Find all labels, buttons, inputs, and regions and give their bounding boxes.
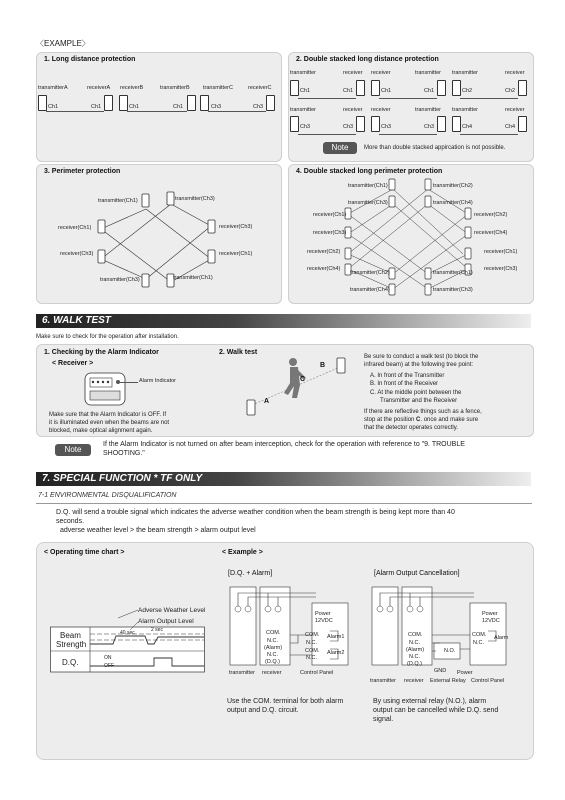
- panel-4-title: 4. Double stacked long perimeter protection: [296, 168, 443, 175]
- p1-channel: Ch3: [253, 104, 264, 110]
- pos-a: A: [264, 398, 270, 405]
- p2-label: receiver: [505, 70, 525, 76]
- off-label: OFF: [104, 663, 114, 669]
- p4-label: transmitter(Ch1): [433, 270, 473, 276]
- receiver-label: receiver: [262, 670, 282, 676]
- p1-channel: Ch1: [173, 104, 184, 110]
- power-label-2: Power: [482, 611, 498, 617]
- cp-alarm1-label: Alarm1: [327, 634, 345, 640]
- p1-label: transmitterA: [38, 85, 68, 91]
- cp-alarm2-label: Alarm2: [327, 650, 345, 656]
- p2-label: transmitter: [452, 107, 478, 113]
- cp-com1-label: COM.: [305, 632, 320, 638]
- device-icon: [518, 116, 527, 132]
- p4-label: transmitter(Ch2): [350, 270, 390, 276]
- alarm-output-level-label: Alarm Output Level: [138, 618, 194, 625]
- rcv-nc-label: N.C.: [267, 638, 278, 644]
- p3-label: receiver(Ch3): [60, 251, 94, 257]
- p2-channel: Ch1: [343, 88, 354, 94]
- walk-intro: Make sure to check for the operation after installation.: [36, 334, 179, 340]
- p3-label: transmitter(Ch1): [173, 275, 213, 281]
- power-label: Power: [315, 611, 331, 617]
- device-icon: [38, 95, 47, 111]
- p2-label: receiver: [343, 70, 363, 76]
- gnd-label: GND: [434, 668, 447, 674]
- p1-label: receiverC: [248, 85, 272, 91]
- rcv2-com-label: COM.: [408, 632, 423, 638]
- p2-channel: Ch3: [381, 124, 392, 130]
- p3-label: transmitter(Ch3): [100, 277, 140, 283]
- device-icon: [356, 80, 365, 96]
- point-b: B. In front of the Receiver: [370, 381, 439, 387]
- transmitter-label-2: transmitter: [370, 678, 396, 684]
- p4-label: receiver(Ch4): [474, 230, 508, 236]
- cp-nc2-label: N.C.: [306, 655, 317, 661]
- device-icon: [452, 80, 461, 96]
- walk-right-5: that the detector operates correctly.: [364, 425, 458, 431]
- indicator-leader: [120, 382, 138, 383]
- dq-alarm-wiring: [226, 585, 366, 677]
- v12-label: 12VDC: [315, 618, 333, 624]
- p1-label: receiverB: [120, 85, 144, 91]
- walk-test-illustration: [240, 350, 360, 430]
- beam-line: [460, 134, 518, 135]
- dq-alarm-title: [D.Q. + Alarm]: [228, 570, 273, 577]
- point-c2: Transmitter and the Receiver: [380, 398, 458, 404]
- device-icon: [371, 80, 380, 96]
- p1-label: transmitterB: [160, 85, 190, 91]
- rcv-com-label: COM.: [266, 630, 281, 636]
- p4-label: transmitter(Ch4): [350, 287, 390, 293]
- p1-channel: Ch3: [211, 104, 222, 110]
- control-panel-label: Control Panel: [300, 670, 334, 676]
- p1-label: transmitterC: [203, 85, 233, 91]
- p2-label: transmitter: [415, 70, 441, 76]
- p2-label: receiver: [371, 107, 391, 113]
- p4-label: receiver(Ch1): [313, 212, 347, 218]
- device-icon: [119, 95, 128, 111]
- otc-title: < Operating time chart >: [44, 549, 125, 556]
- adverse-level-label: Adverse Weather Level: [138, 607, 206, 614]
- check-text-2: it is illuminated even when the beams are not: [49, 420, 170, 426]
- dq-desc-1: D.Q. will send a trouble signal which indicates the adverse weather condition when the beam strength is being kept more than 40: [56, 509, 455, 516]
- p4-label: transmitter(Ch4): [433, 200, 473, 206]
- dq-desc-3: adverse weather level > the beam strength > alarm output level: [60, 527, 256, 534]
- p4-label: receiver(Ch3): [313, 230, 347, 236]
- device-icon: [290, 80, 299, 96]
- dq-desc-2: seconds.: [56, 518, 85, 525]
- walk-note-1: If the Alarm Indicator is not turned on after beam interception, check for the operation with reference to "9. TROUBLE: [103, 441, 465, 448]
- p4-label: transmitter(Ch2): [433, 183, 473, 189]
- alarm-cancel-wiring: [370, 585, 520, 677]
- p1-channel: Ch1: [48, 104, 59, 110]
- p3-label: receiver(Ch1): [219, 251, 253, 257]
- p2-channel: Ch2: [462, 88, 473, 94]
- ext-relay-label: External Relay: [430, 678, 466, 684]
- device-icon: [452, 116, 461, 132]
- control-panel-label-2: Control Panel: [471, 678, 505, 684]
- rcv2-nc2-label: N.C.: [409, 654, 420, 660]
- p2-channel: Ch3: [300, 124, 311, 130]
- p2-label: receiver: [371, 70, 391, 76]
- beam-line: [460, 98, 518, 99]
- panel-3-title: 3. Perimeter protection: [44, 168, 121, 175]
- desc-left-1: Use the COM. terminal for both alarm: [227, 698, 344, 705]
- special-section-bar: [36, 472, 531, 486]
- device-icon: [104, 95, 113, 111]
- p1-channel: Ch1: [91, 104, 102, 110]
- beam-line: [379, 134, 437, 135]
- p2-channel: Ch2: [505, 88, 516, 94]
- p3-label: receiver(Ch3): [219, 224, 253, 230]
- relay-no-label: N.O.: [444, 648, 456, 654]
- p4-label: receiver(Ch2): [307, 249, 341, 255]
- rcv-nc2-label: N.C.: [267, 652, 278, 658]
- walk-right-3: If there are reflective things such as a fence,: [364, 409, 482, 415]
- transmitter-label: transmitter: [229, 670, 255, 676]
- rcv-dq-paren: (D.Q.): [265, 659, 280, 665]
- p4-label: receiver(Ch4): [307, 266, 341, 272]
- walk-right-4a: stop at the position: [364, 417, 417, 423]
- point-c1: C. At the middle point between the: [370, 390, 462, 396]
- p2-label: transmitter: [290, 70, 316, 76]
- p2-label: transmitter: [452, 70, 478, 76]
- walk-note-badge: Note: [55, 444, 91, 456]
- rcv2-dq-paren: (D.Q.): [407, 661, 422, 667]
- p2-channel: Ch3: [424, 124, 435, 130]
- device-icon: [371, 116, 380, 132]
- p4-label: transmitter(Ch3): [348, 200, 388, 206]
- p2-channel: Ch4: [505, 124, 516, 130]
- example-title: < Example >: [222, 549, 263, 556]
- receiver-terminal-icon: [84, 372, 128, 406]
- sec2-label: 2 sec: [151, 627, 163, 633]
- p3-label: receiver(Ch1): [58, 225, 92, 231]
- p1-label: receiverA: [87, 85, 111, 91]
- alarm-indicator-label: Alarm Indicator: [139, 378, 176, 384]
- p2-note-text: More than double stacked appircation is not possible.: [364, 145, 506, 151]
- device-icon: [518, 80, 527, 96]
- p3-label: transmitter(Ch3): [175, 196, 215, 202]
- section-title: 6. WALK TEST: [42, 315, 111, 326]
- panel-2-title: 2. Double stacked long distance protection: [296, 56, 439, 63]
- walk-note-2: SHOOTING.": [103, 450, 145, 457]
- cp2-nc-label: N.C.: [473, 640, 484, 646]
- cp2-alarm-label: Alarm: [494, 635, 509, 641]
- pos-b: B: [320, 362, 326, 369]
- check-text-3: blocked, make optical alignment again.: [49, 428, 153, 434]
- p2-channel: Ch3: [343, 124, 354, 130]
- beam-strength-label-2: Strength: [56, 640, 87, 649]
- p4-label: transmitter(Ch1): [348, 183, 388, 189]
- perimeter-diagram: [36, 164, 280, 302]
- env-subheader-rule: [36, 503, 532, 504]
- p2-label: receiver: [343, 107, 363, 113]
- env-subheader: 7-1 ENVIRONMENTAL DISQUALIFICATION: [38, 492, 177, 499]
- point-a: A. In front of the Transmitter: [370, 373, 445, 379]
- device-icon: [266, 95, 275, 111]
- desc-right-1: By using external relay (N.O.), alarm: [373, 698, 487, 705]
- beam-line: [46, 111, 104, 112]
- desc-left-2: output and D.Q. circuit.: [227, 707, 299, 714]
- rcv2-alarm-paren: (Alarm): [406, 647, 425, 653]
- panel-long-distance: [36, 52, 282, 162]
- panel-1-title: 1. Long distance protection: [44, 56, 136, 63]
- p4-label: receiver(Ch3): [484, 266, 518, 272]
- dq-label: D.Q.: [62, 658, 79, 667]
- walk-right-4c: . once and make sure: [420, 417, 479, 423]
- beam-line: [379, 98, 437, 99]
- p2-channel: Ch1: [424, 88, 435, 94]
- desc-right-3: signal.: [373, 716, 394, 723]
- device-icon: [187, 95, 196, 111]
- power-relay-label: Power: [457, 670, 473, 676]
- p2-note-badge: Note: [323, 142, 357, 154]
- p2-channel: Ch4: [462, 124, 473, 130]
- section-title: 7. SPECIAL FUNCTION * TF ONLY: [42, 473, 203, 484]
- beam-line: [127, 111, 187, 112]
- alarm-cancel-title: [Alarm Output Cancellation]: [374, 570, 460, 577]
- beam-line: [208, 111, 266, 112]
- p4-label: receiver(Ch1): [484, 249, 518, 255]
- cp-com2-label: COM.: [305, 648, 320, 654]
- check-title: 1. Checking by the Alarm Indicator: [44, 349, 159, 356]
- p3-label: transmitter(Ch1): [98, 198, 138, 204]
- beam-line: [298, 134, 356, 135]
- sec40-label: 40 sec: [120, 630, 135, 636]
- walk-right-4: [364, 416, 478, 424]
- p2-label: transmitter: [290, 107, 316, 113]
- cp-nc1-label: N.C.: [306, 640, 317, 646]
- desc-right-2: output can be cancelled while D.Q. send: [373, 707, 499, 714]
- p4-label: receiver(Ch2): [474, 212, 508, 218]
- walk-right-4b: C: [416, 417, 421, 423]
- device-icon: [437, 80, 446, 96]
- walk-title: 2. Walk test: [219, 349, 258, 356]
- device-icon: [200, 95, 209, 111]
- receiver-subtitle: < Receiver >: [52, 360, 94, 367]
- p2-label: transmitter: [415, 107, 441, 113]
- p2-channel: Ch1: [381, 88, 392, 94]
- walk-right-1: Be sure to conduct a walk test (to block the: [364, 354, 479, 360]
- device-icon: [290, 116, 299, 132]
- p4-label: transmitter(Ch3): [433, 287, 473, 293]
- pos-c: C: [300, 376, 306, 383]
- rcv-alarm-paren: (Alarm): [264, 645, 283, 651]
- walk-right-2: infrared beam) at the following tree point:: [364, 362, 474, 368]
- on-label: ON: [104, 655, 112, 661]
- p1-channel: Ch1: [129, 104, 140, 110]
- p2-channel: Ch1: [300, 88, 311, 94]
- device-icon: [356, 116, 365, 132]
- rcv2-nc-label: N.C.: [409, 640, 420, 646]
- receiver-label-2: receiver: [404, 678, 424, 684]
- example-header: 〈EXAMPLE〉: [36, 39, 90, 48]
- walk-test-section-bar: [36, 314, 531, 328]
- v12-label-2: 12VDC: [482, 618, 500, 624]
- beam-line: [298, 98, 356, 99]
- beam-strength-label-1: Beam: [60, 631, 81, 640]
- cp2-com-label: COM.: [472, 632, 487, 638]
- device-icon: [437, 116, 446, 132]
- check-text-1: Make sure that the Alarm Indicator is OFF. If: [49, 412, 167, 418]
- p2-label: receiver: [505, 107, 525, 113]
